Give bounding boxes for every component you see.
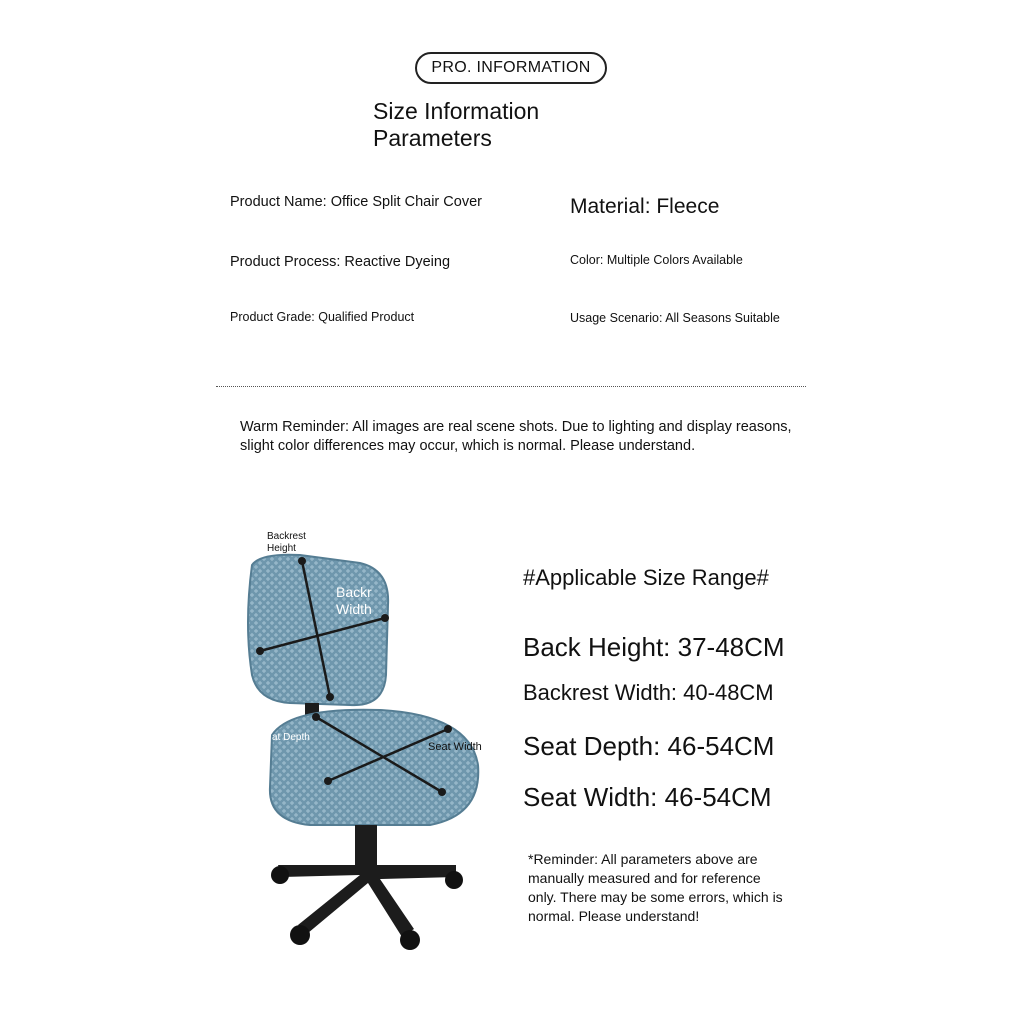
label-backrest-width [336,584,386,618]
page-title [373,98,539,152]
title-line-2: Parameters [373,125,492,151]
size-range-title: #Applicable Size Range# [523,565,769,590]
size-backrest-width: Backrest Width: 40-48CM [523,680,774,705]
spec-product-name: Product Name: Office Split Chair Cover [230,194,482,210]
dotted-divider [216,386,806,387]
warm-reminder: Warm Reminder: All images are real scene shots. Due to lighting and display reasons, slight color differences may occur, which is normal. Please understand. [240,419,792,454]
wheel-left [271,866,289,884]
label-backrest-width-2: Width [336,601,372,617]
wheel-right [445,871,463,889]
title-line-1: Size Information [373,98,540,124]
reference-note: *Reminder: All parameters above are manually measured and for reference only. There may be some errors, which is normal. Please understand! [528,851,783,924]
label-seat-depth: at Depth [272,732,310,743]
spec-product-grade: Product Grade: Qualified Product [230,310,415,324]
spec-product-process: Product Process: Reactive Dyeing [230,254,451,270]
size-seat-depth: Seat Depth: 46-54CM [523,731,775,761]
spec-usage-scenario: Usage Scenario: All Seasons Suitable [570,311,780,325]
label-backrest-height-2: Height [267,543,296,554]
label-backrest-width-1: Backr [336,584,372,600]
label-backrest-height [267,531,306,555]
spec-material: Material: Fleece [570,195,720,218]
wheel-front-left [290,925,310,945]
section-badge: PRO. INFORMATION [415,52,607,84]
label-seat-width: Seat Width [428,741,482,753]
size-seat-width: Seat Width: 46-54CM [523,782,772,812]
spec-color: Color: Multiple Colors Available [570,253,743,267]
label-backrest-height-1: Backrest [267,531,306,542]
size-back-height: Back Height: 37-48CM [523,632,785,662]
backrest-shape [248,555,388,705]
gas-lift [355,825,377,867]
wheel-front-right [400,930,420,950]
